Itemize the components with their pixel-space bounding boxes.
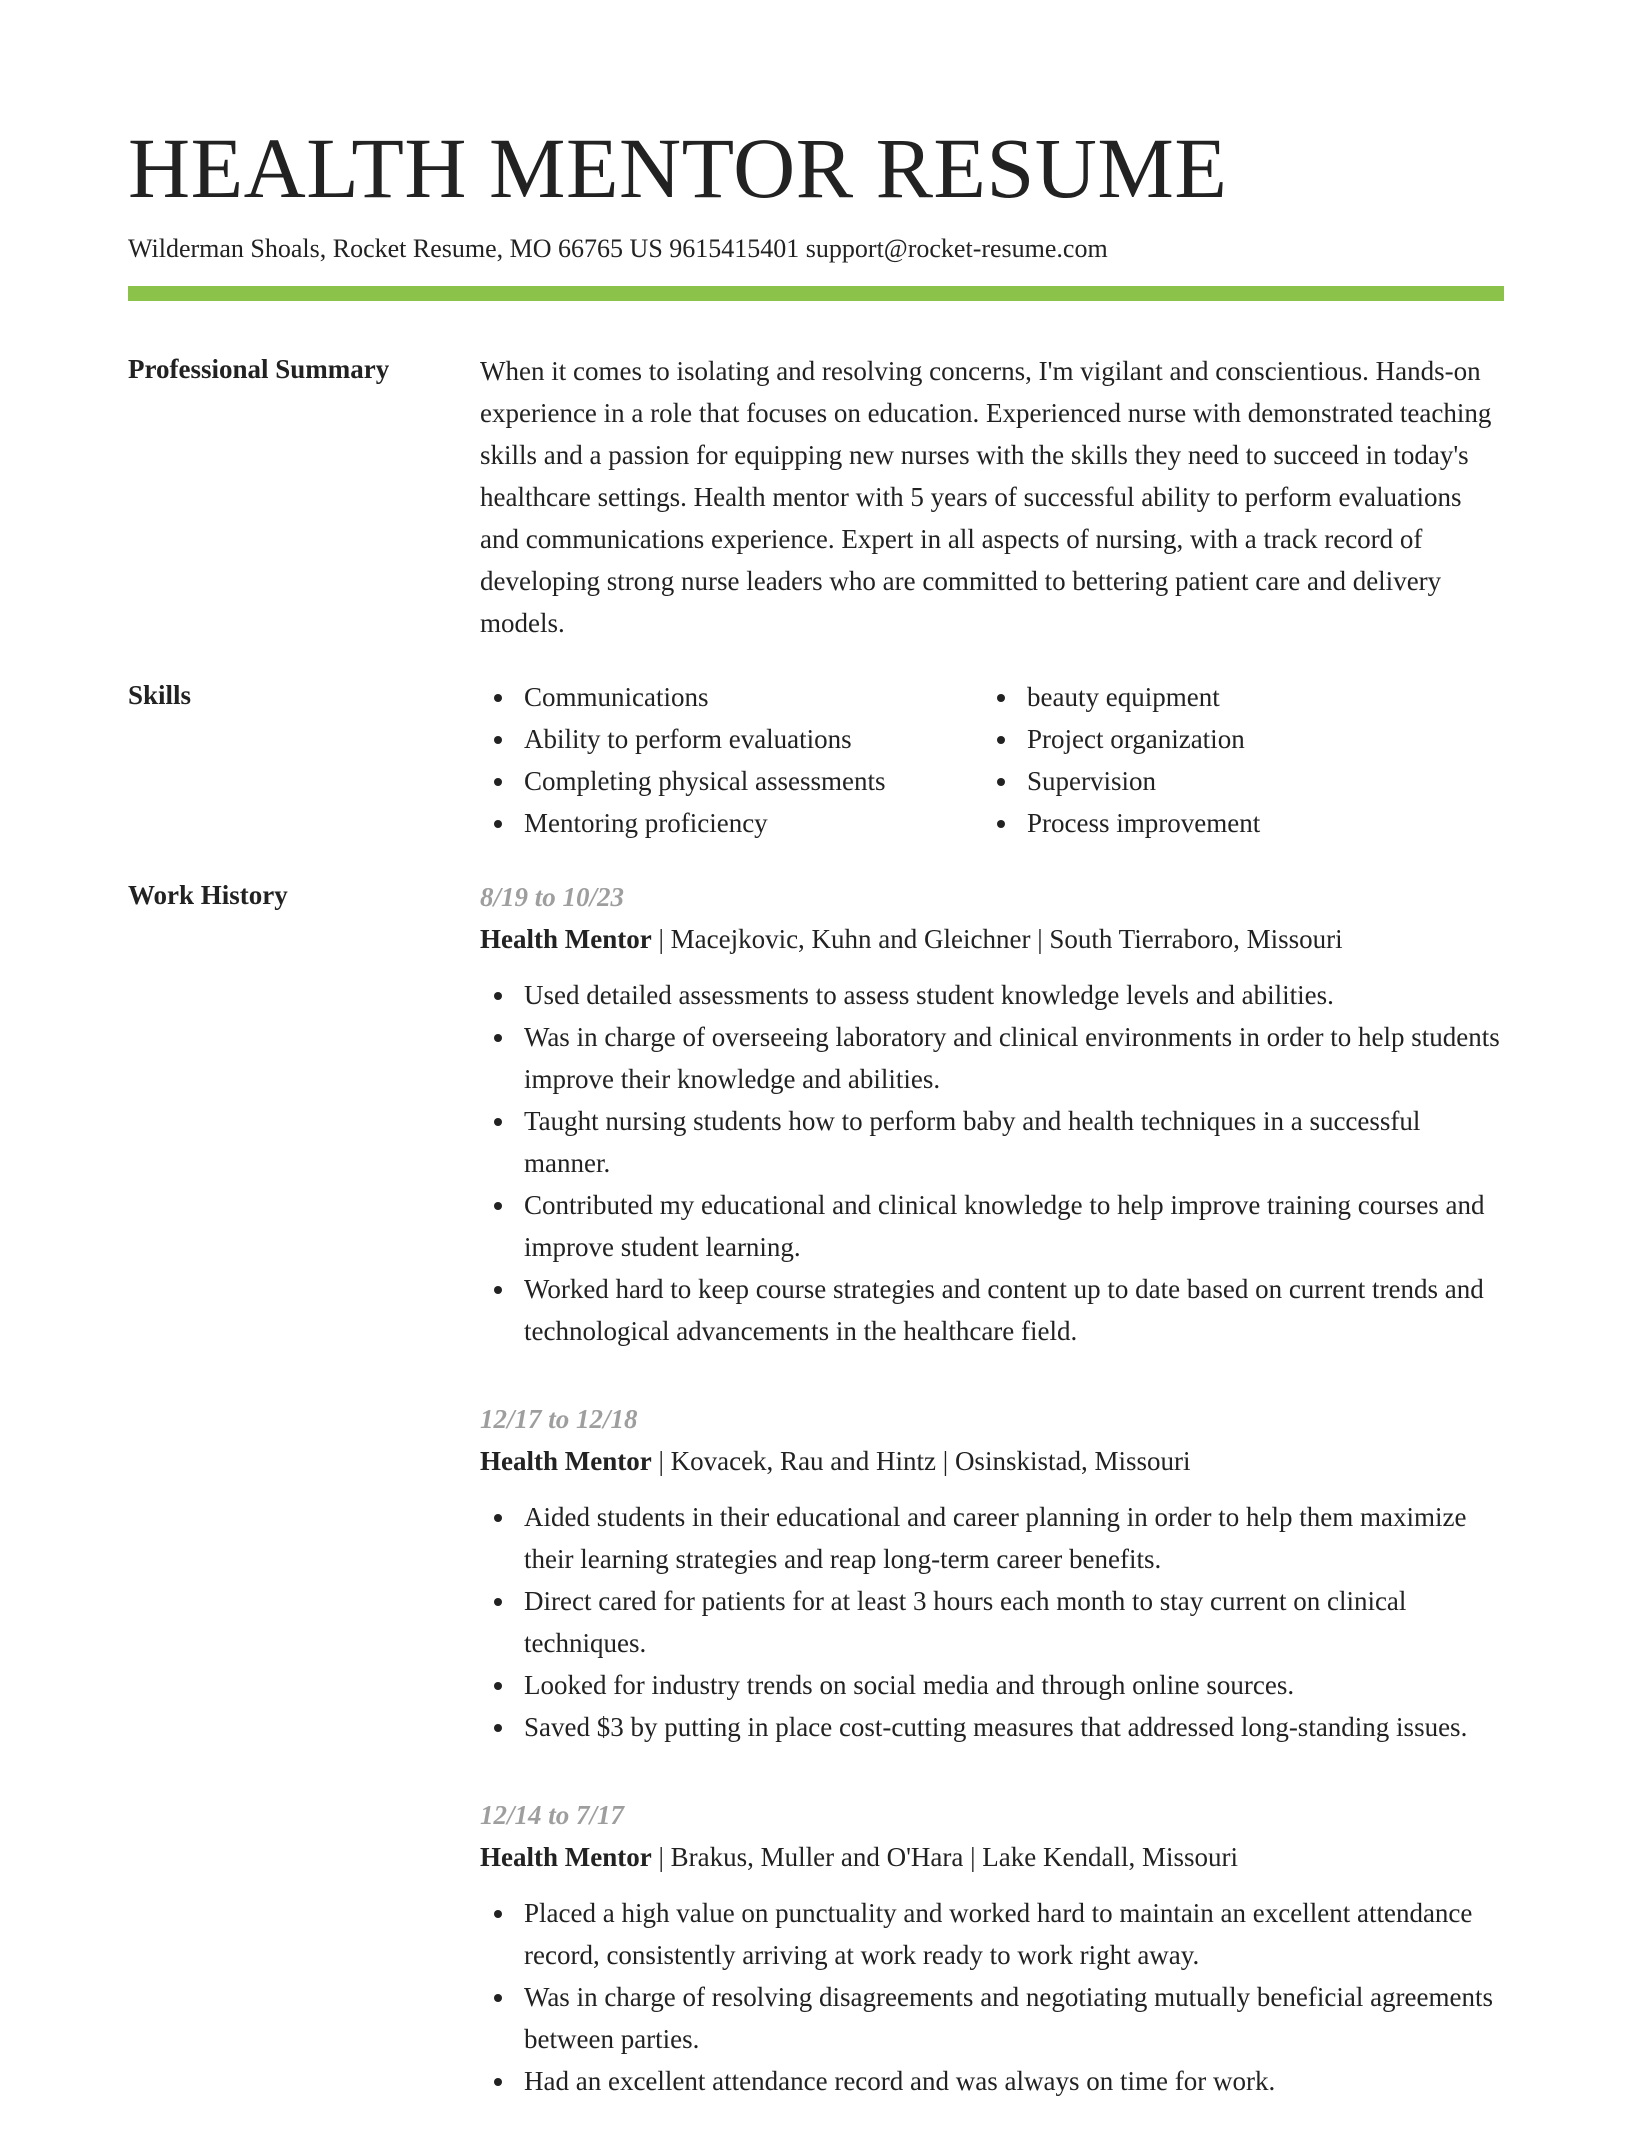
job-separator: |	[651, 1446, 671, 1476]
work-history-label: Work History	[128, 880, 288, 910]
skill-item: Supervision	[983, 760, 1503, 802]
job-duty: Had an excellent attendance record and was always on time for work.	[480, 2060, 1504, 2102]
skill-item: Ability to perform evaluations	[480, 718, 983, 760]
job-duty: Saved $3 by putting in place cost-cutting measures that addressed long-standing issues.	[480, 1706, 1504, 1748]
summary-text: When it comes to isolating and resolving concerns, I'm vigilant and conscientious. Hands-on experience in a role that focuses on education. Experienced nurse with demonstrated teaching skills and a passion for equipping new nurses with the skills they need to succeed in today's healthcare settings. Health mentor with 5 years of successful ability to perform evaluations and communications experience. Expert in all aspects of nursing, with a track record of developing strong nurse leaders who are committed to bettering patient care and delivery models.	[480, 356, 1492, 638]
skill-item: beauty equipment	[983, 676, 1503, 718]
job-dates: 12/17 to 12/18	[480, 1404, 638, 1434]
job-duty: Worked hard to keep course strategies and content up to date based on current trends and technological advancements in the healthcare field.	[480, 1268, 1504, 1352]
summary-section	[128, 350, 1504, 644]
job-duty: Direct cared for patients for at least 3 hours each month to stay current on clinical techniques.	[480, 1580, 1504, 1664]
work-history-section	[128, 876, 1504, 2148]
job-title: Health Mentor	[480, 924, 652, 954]
job-header	[480, 1440, 1504, 1482]
job-separator: |	[1030, 924, 1050, 954]
skills-section	[128, 676, 1504, 844]
job-duty: Taught nursing students how to perform baby and health techniques in a successful manner.	[480, 1100, 1504, 1184]
header-divider	[128, 286, 1504, 301]
job-duty: Looked for industry trends on social media and through online sources.	[480, 1664, 1504, 1706]
summary-label: Professional Summary	[128, 354, 390, 384]
skills-label: Skills	[128, 680, 192, 710]
skill-item: Project organization	[983, 718, 1503, 760]
summary-body	[480, 350, 1504, 644]
job-title: Health Mentor	[480, 1446, 652, 1476]
job-dates: 12/14 to 7/17	[480, 1800, 625, 1830]
job-duties	[480, 1496, 1504, 1748]
job-duty: Was in charge of resolving disagreements and negotiating mutually beneficial agreements between parties.	[480, 1976, 1504, 2060]
skill-item: Completing physical assessments	[480, 760, 983, 802]
work-history-body	[480, 876, 1504, 2148]
job-header	[480, 1836, 1504, 1878]
job-separator: |	[936, 1446, 955, 1476]
job-entry	[480, 1398, 1504, 1748]
job-dates: 8/19 to 10/23	[480, 882, 625, 912]
job-duties	[480, 974, 1504, 1352]
job-separator: |	[651, 1842, 671, 1872]
job-header	[480, 918, 1504, 960]
job-employer: Brakus, Muller and O'Hara	[670, 1842, 964, 1872]
job-separator: |	[963, 1842, 983, 1872]
job-duty: Placed a high value on punctuality and worked hard to maintain an excellent attendance record, consistently arriving at work ready to work right away.	[480, 1892, 1504, 1976]
skills-body	[480, 676, 1504, 844]
job-employer: Kovacek, Rau and Hintz	[670, 1446, 937, 1476]
job-entry	[480, 1794, 1504, 2102]
job-entry	[480, 876, 1504, 1352]
job-duties	[480, 1892, 1504, 2102]
job-location: South Tierraboro, Missouri	[1049, 924, 1343, 954]
skill-item: Mentoring proficiency	[480, 802, 983, 844]
job-duty: Was in charge of overseeing laboratory and clinical environments in order to help students improve their knowledge and abilities.	[480, 1016, 1504, 1100]
skill-item: Communications	[480, 676, 983, 718]
job-duty: Contributed my educational and clinical knowledge to help improve training courses and improve student learning.	[480, 1184, 1504, 1268]
resume-title: HEALTH MENTOR RESUME	[128, 120, 1228, 216]
job-duty: Aided students in their educational and career planning in order to help them maximize their learning strategies and reap long-term career benefits.	[480, 1496, 1504, 1580]
contact-line: Wilderman Shoals, Rocket Resume, MO 66765 US 9615415401 support@rocket-resume.com	[128, 234, 1108, 263]
job-location: Osinskistad, Missouri	[954, 1446, 1191, 1476]
job-duty: Used detailed assessments to assess student knowledge levels and abilities.	[480, 974, 1504, 1016]
skill-item: Process improvement	[983, 802, 1503, 844]
job-employer: Macejkovic, Kuhn and Gleichner	[670, 924, 1031, 954]
job-title: Health Mentor	[480, 1842, 652, 1872]
resume-content	[128, 350, 1504, 2148]
job-location: Lake Kendall, Missouri	[982, 1842, 1238, 1872]
job-separator: |	[651, 924, 671, 954]
skills-list-right	[983, 676, 1503, 844]
skills-list-left	[480, 676, 983, 844]
